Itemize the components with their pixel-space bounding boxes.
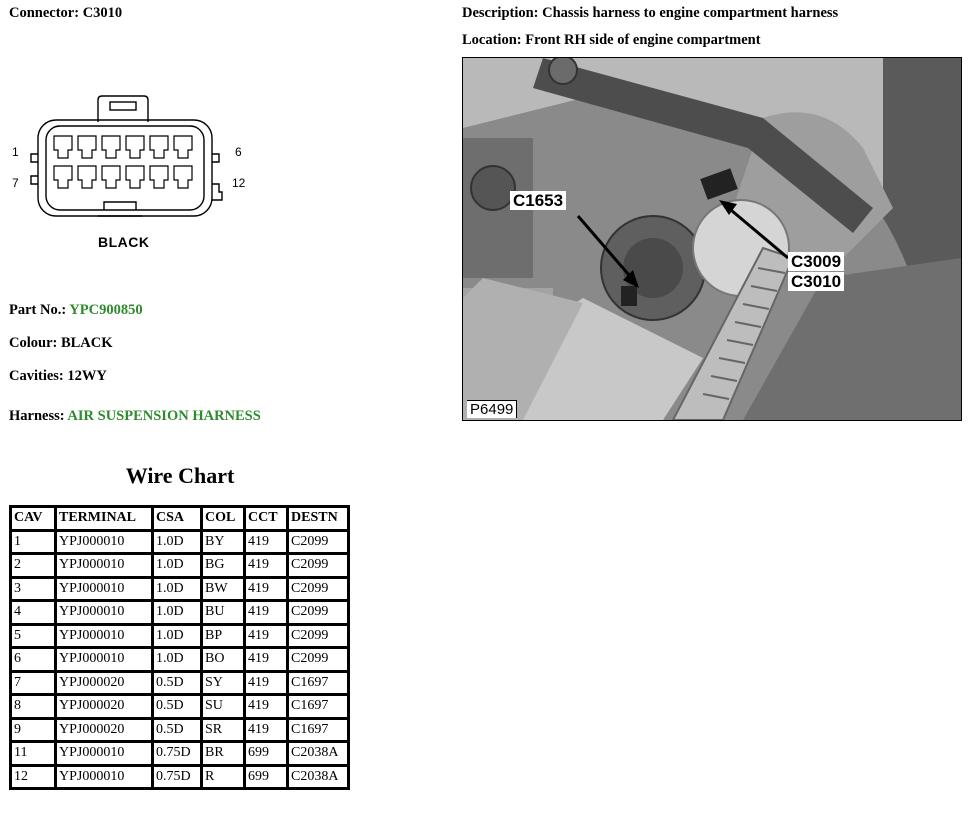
cell-destn: C1697 — [289, 673, 347, 694]
callout-c3010: C3010 — [788, 272, 844, 291]
cell-destn: C2099 — [289, 602, 347, 623]
cell-cav: 4 — [12, 602, 54, 623]
header-terminal: TERMINAL — [57, 508, 151, 529]
header-destn: DESTN — [289, 508, 347, 529]
cell-terminal: YPJ000010 — [57, 532, 151, 553]
cell-csa: 0.5D — [154, 696, 200, 717]
cell-col: BO — [203, 649, 243, 670]
cell-col: R — [203, 767, 243, 788]
table-row — [12, 673, 347, 694]
cell-terminal: YPJ000010 — [57, 579, 151, 600]
cavities-label: Cavities: — [9, 368, 64, 384]
cell-col: SR — [203, 720, 243, 741]
header-cct: CCT — [246, 508, 286, 529]
cell-destn: C2038A — [289, 767, 347, 788]
cell-col: SU — [203, 696, 243, 717]
cell-cct: 419 — [246, 649, 286, 670]
cell-terminal: YPJ000010 — [57, 743, 151, 764]
cell-terminal: YPJ000020 — [57, 720, 151, 741]
cell-cav: 6 — [12, 649, 54, 670]
header-cav: CAV — [12, 508, 54, 529]
location-photo — [462, 57, 962, 421]
connector-color-label: BLACK — [98, 234, 150, 250]
colour-line — [9, 335, 113, 352]
wire-chart-title: Wire Chart — [125, 463, 235, 488]
callout-c1653: C1653 — [510, 191, 566, 210]
cell-cav: 8 — [12, 696, 54, 717]
cell-csa: 0.75D — [154, 767, 200, 788]
cell-col: BY — [203, 532, 243, 553]
table-row — [12, 767, 347, 788]
part-number-value: YPC900850 — [69, 302, 143, 318]
callout-c3009: C3009 — [788, 252, 844, 271]
cell-cct: 419 — [246, 673, 286, 694]
cell-terminal: YPJ000020 — [57, 673, 151, 694]
cell-terminal: YPJ000010 — [57, 555, 151, 576]
cell-terminal: YPJ000010 — [57, 626, 151, 647]
table-row — [12, 579, 347, 600]
cavities-value: 12WY — [67, 368, 107, 384]
connector-face-diagram — [28, 94, 233, 234]
cell-cct: 699 — [246, 767, 286, 788]
table-row — [12, 720, 347, 741]
cell-csa: 1.0D — [154, 649, 200, 670]
pin-label-7: 7 — [12, 176, 19, 190]
pin-label-6: 6 — [235, 145, 242, 159]
cell-destn: C2099 — [289, 626, 347, 647]
harness-value: AIR SUSPENSION HARNESS — [67, 408, 261, 424]
cell-col: BR — [203, 743, 243, 764]
description-label: Description: — [462, 5, 539, 21]
cell-terminal: YPJ000020 — [57, 696, 151, 717]
cell-terminal: YPJ000010 — [57, 767, 151, 788]
part-number-label: Part No.: — [9, 302, 67, 318]
cell-cct: 419 — [246, 579, 286, 600]
cell-cav: 12 — [12, 767, 54, 788]
pin-label-1: 1 — [12, 145, 19, 159]
table-row — [12, 743, 347, 764]
cell-cct: 419 — [246, 626, 286, 647]
cell-cav: 3 — [12, 579, 54, 600]
cell-destn: C1697 — [289, 720, 347, 741]
table-row — [12, 649, 347, 670]
connector-label: Connector: — [9, 5, 80, 21]
connector-value: C3010 — [82, 5, 123, 21]
cell-cav: 11 — [12, 743, 54, 764]
photo-reference-id: P6499 — [467, 400, 517, 418]
cell-destn: C2099 — [289, 532, 347, 553]
location-line — [462, 32, 761, 49]
cell-csa: 0.5D — [154, 720, 200, 741]
cell-destn: C2099 — [289, 579, 347, 600]
wire-chart-table — [9, 505, 350, 790]
cell-cct: 419 — [246, 720, 286, 741]
colour-value: BLACK — [60, 335, 113, 351]
cell-cav: 1 — [12, 532, 54, 553]
harness-line — [9, 408, 261, 425]
cell-csa: 0.5D — [154, 673, 200, 694]
harness-label: Harness: — [9, 408, 65, 424]
cell-col: BP — [203, 626, 243, 647]
cell-csa: 1.0D — [154, 532, 200, 553]
cell-terminal: YPJ000010 — [57, 649, 151, 670]
cell-destn: C1697 — [289, 696, 347, 717]
description-value: Chassis harness to engine compartment harness — [542, 5, 839, 21]
cell-col: BW — [203, 579, 243, 600]
table-header-row — [12, 508, 347, 529]
description-line — [462, 5, 838, 22]
colour-label: Colour: — [9, 335, 58, 351]
location-label: Location: — [462, 32, 522, 48]
cell-col: SY — [203, 673, 243, 694]
cell-terminal: YPJ000010 — [57, 602, 151, 623]
table-row — [12, 626, 347, 647]
table-row — [12, 602, 347, 623]
cell-cct: 699 — [246, 743, 286, 764]
cell-csa: 1.0D — [154, 579, 200, 600]
cell-cav: 9 — [12, 720, 54, 741]
cell-cct: 419 — [246, 602, 286, 623]
cavity-grid — [54, 136, 192, 188]
table-row — [12, 555, 347, 576]
engine-bay-illustration — [463, 58, 961, 420]
cell-destn: C2099 — [289, 555, 347, 576]
cell-col: BG — [203, 555, 243, 576]
cell-cav: 7 — [12, 673, 54, 694]
cell-csa: 1.0D — [154, 555, 200, 576]
cell-cct: 419 — [246, 696, 286, 717]
cell-cav: 2 — [12, 555, 54, 576]
part-number-line — [9, 302, 143, 319]
cell-destn: C2099 — [289, 649, 347, 670]
cell-col: BU — [203, 602, 243, 623]
table-row — [12, 696, 347, 717]
cell-destn: C2038A — [289, 743, 347, 764]
cell-csa: 1.0D — [154, 602, 200, 623]
cell-csa: 1.0D — [154, 626, 200, 647]
wire-chart-body — [12, 532, 347, 788]
cell-cct: 419 — [246, 532, 286, 553]
cavities-line — [9, 368, 107, 385]
connector-line — [9, 5, 122, 22]
header-col: COL — [203, 508, 243, 529]
cell-cav: 5 — [12, 626, 54, 647]
header-csa: CSA — [154, 508, 200, 529]
location-value: Front RH side of engine compartment — [525, 32, 761, 48]
table-row — [12, 532, 347, 553]
cell-cct: 419 — [246, 555, 286, 576]
pin-label-12: 12 — [232, 176, 246, 190]
cell-csa: 0.75D — [154, 743, 200, 764]
